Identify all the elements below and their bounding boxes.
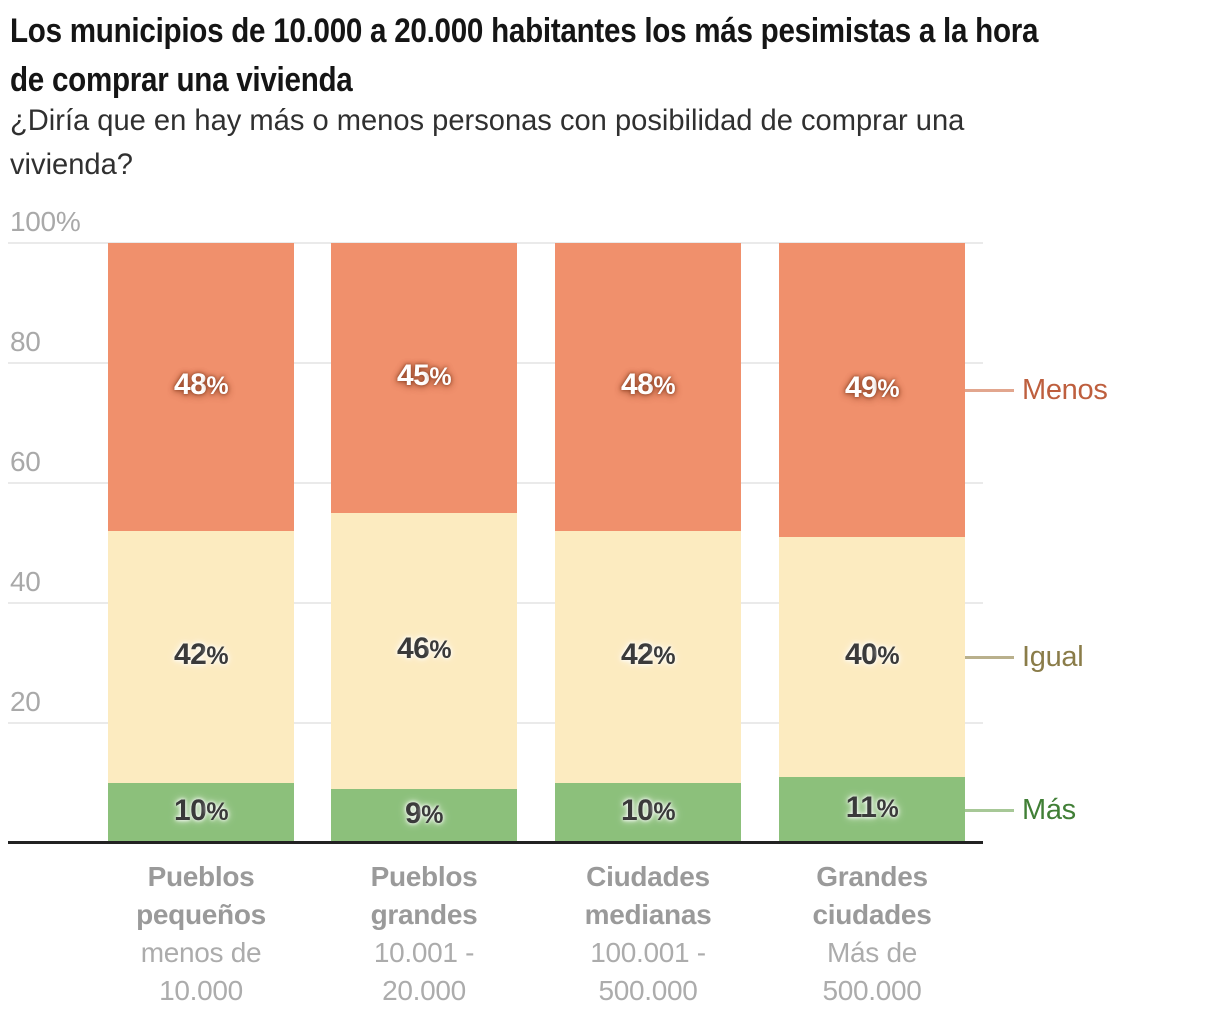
- value-number: 45: [396, 359, 430, 392]
- segment-value-mas-grandes-ciudades: [779, 791, 965, 825]
- segment-value-menos-pueblos-grandes: [331, 359, 517, 393]
- percent-sign: %: [206, 642, 229, 670]
- category-sub-line: 500.000: [822, 975, 922, 1006]
- y-tick-label-60: 60: [10, 446, 41, 477]
- value-number: 48: [620, 368, 654, 401]
- chart-subtitle-line-1: ¿Diría que en hay más o menos personas con posibilidad de comprar una: [10, 104, 965, 137]
- segment-value-mas-pueblos-pequenos: [108, 794, 294, 828]
- value-number: 49: [844, 371, 878, 404]
- category-sub-line: 10.001 -: [373, 937, 475, 968]
- segment-value-igual-ciudades-medianas: [555, 638, 741, 672]
- value-number: 10: [173, 794, 207, 827]
- segment-value-igual-grandes-ciudades: [779, 638, 965, 672]
- value-number: 46: [396, 632, 430, 665]
- category-sub-line: 500.000: [598, 975, 698, 1006]
- y-tick-label-40: 40: [10, 566, 41, 597]
- legend-line-igual: [965, 656, 1014, 659]
- legend-line-menos: [965, 389, 1014, 392]
- percent-sign: %: [877, 642, 900, 670]
- category-name-line: Ciudades: [586, 861, 710, 892]
- segment-value-menos-pueblos-pequenos: [108, 368, 294, 402]
- category-name-line: Pueblos: [370, 861, 478, 892]
- segment-value-menos-ciudades-medianas: [555, 368, 741, 402]
- category-name-line: Pueblos: [147, 861, 255, 892]
- percent-sign: %: [421, 801, 443, 829]
- category-name-line: Grandes: [816, 861, 928, 892]
- category-label-pueblos-pequenos: [89, 858, 313, 1010]
- segment-value-mas-pueblos-grandes: [331, 797, 517, 831]
- category-label-ciudades-medianas: [536, 858, 760, 1010]
- percent-sign: %: [653, 798, 676, 826]
- value-number: 9: [405, 797, 422, 830]
- percent-sign: %: [206, 798, 229, 826]
- legend-label-igual: Igual: [1022, 641, 1084, 673]
- x-axis-line: [8, 841, 983, 844]
- segment-value-menos-grandes-ciudades: [779, 371, 965, 405]
- category-sub-line: 10.000: [159, 975, 243, 1006]
- category-name-line: medianas: [584, 899, 712, 930]
- percent-sign: %: [429, 363, 452, 391]
- y-tick-label-20: 20: [10, 686, 41, 717]
- category-name-line: ciudades: [812, 899, 932, 930]
- percent-sign: %: [429, 636, 452, 664]
- chart-subtitle-line-2: vivienda?: [10, 148, 133, 181]
- y-tick-label-80: 80: [10, 326, 41, 357]
- percent-sign: %: [876, 795, 899, 823]
- percent-sign: %: [653, 372, 676, 400]
- value-number: 11: [845, 791, 877, 824]
- percent-sign: %: [653, 642, 676, 670]
- percent-sign: %: [877, 375, 900, 403]
- segment-value-igual-pueblos-pequenos: [108, 638, 294, 672]
- category-label-grandes-ciudades: [760, 858, 984, 1010]
- value-number: 42: [173, 638, 207, 671]
- segment-value-mas-ciudades-medianas: [555, 794, 741, 828]
- category-sub-line: 20.000: [382, 975, 466, 1006]
- value-number: 10: [620, 794, 654, 827]
- category-sub-line: Más de: [826, 937, 918, 968]
- value-number: 40: [844, 638, 878, 671]
- segment-value-igual-pueblos-grandes: [331, 632, 517, 666]
- category-sub-line: menos de: [140, 937, 262, 968]
- chart-title-line-2: de comprar una vivienda: [10, 61, 353, 99]
- legend-line-mas: [965, 809, 1014, 812]
- category-label-pueblos-grandes: [312, 858, 536, 1010]
- category-name-line: pequeños: [136, 899, 266, 930]
- chart-title-line-1: Los municipios de 10.000 a 20.000 habitantes los más pesimistas a la hora: [10, 12, 1039, 50]
- y-tick-label-100: 100%: [10, 206, 81, 237]
- legend-label-menos: Menos: [1022, 374, 1108, 406]
- legend-label-mas: Más: [1022, 794, 1076, 826]
- value-number: 48: [173, 368, 207, 401]
- category-name-line: grandes: [370, 899, 478, 930]
- category-sub-line: 100.001 -: [590, 937, 706, 968]
- percent-sign: %: [206, 372, 229, 400]
- value-number: 42: [620, 638, 654, 671]
